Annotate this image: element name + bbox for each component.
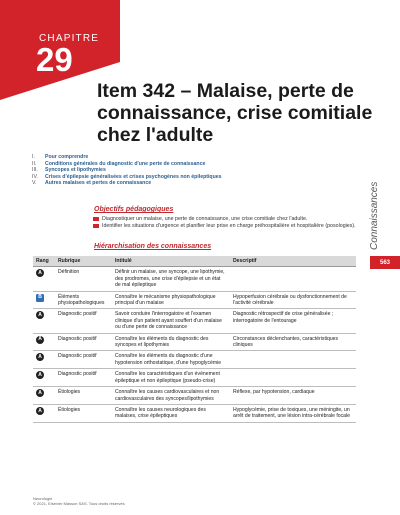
cell-rang xyxy=(33,404,55,422)
footer-book-title: Neurologie xyxy=(33,496,53,501)
cell-rubrique: Étiologies xyxy=(55,387,112,405)
outline-text: Conditions générales du diagnostic d'une perte de connaissance xyxy=(45,160,206,167)
chapter-number: 29 xyxy=(36,41,73,78)
chapter-label: CHAPITRE xyxy=(39,33,100,44)
page-title: Item 342 – Malaise, perte de connaissance, crise comitiale chez l'adulte xyxy=(97,80,373,146)
objectif-item xyxy=(93,216,361,223)
table-row xyxy=(33,351,356,369)
rang-b-icon: B xyxy=(36,294,44,302)
objectifs-list xyxy=(93,216,361,231)
header-intitule: Intitulé xyxy=(112,256,230,267)
rang-a-icon: A xyxy=(36,269,44,277)
cell-rubrique: Définition xyxy=(55,267,112,291)
cell-descriptif xyxy=(230,267,356,291)
cell-rang xyxy=(33,369,55,387)
objectif-text: Diagnostiquer un malaise, une perte de connaissance, une crise comitiale chez l'adulte. xyxy=(102,216,308,222)
cell-intitule: Connaître le mécanisme physiopathologique principal d'un malaise xyxy=(112,291,230,309)
table-row xyxy=(33,369,356,387)
page-number-tab: 563 xyxy=(370,256,400,269)
chapter-outline xyxy=(32,154,362,187)
table-row xyxy=(33,267,356,291)
header-descriptif: Descriptif xyxy=(230,256,356,267)
cell-descriptif: Diagnostic rétrospectif de crise généralisée ; interrogatoire de l'entourage xyxy=(230,309,356,333)
cell-rubrique: Diagnostic positif xyxy=(55,309,112,333)
cell-descriptif xyxy=(230,369,356,387)
hierarchisation-heading: Hiérarchisation des connaissances xyxy=(94,243,212,250)
cell-intitule: Connaître les caractéristiques d'un événement épileptique et non épileptique (pseudo-crise) xyxy=(112,369,230,387)
table-row xyxy=(33,387,356,405)
cell-rubrique: Diagnostic positif xyxy=(55,333,112,351)
outline-text: Crises d'épilepsie généralisées et crises psychogènes non épileptiques xyxy=(45,173,222,180)
header-rubrique: Rubrique xyxy=(55,256,112,267)
outline-text: Autres malaises et pertes de connaissance xyxy=(45,180,152,186)
cell-rang xyxy=(33,309,55,333)
outline-number: IV. xyxy=(32,173,38,180)
objectif-item xyxy=(93,223,361,230)
cell-intitule: Connaître les éléments du diagnostic d'une hypotension orthostatique, d'une hypoglycémie xyxy=(112,351,230,369)
section-sidebar-label: Connaissances xyxy=(369,181,380,250)
cell-rubrique: Étiologies xyxy=(55,404,112,422)
cell-rang xyxy=(33,267,55,291)
cell-rang xyxy=(33,333,55,351)
rang-a-icon: A xyxy=(36,389,44,397)
cell-intitule: Savoir conduire l'interrogatoire et l'examen clinique d'un patient ayant souffert d'un malaise ou d'une perte de connaissance xyxy=(112,309,230,333)
cell-descriptif xyxy=(230,351,356,369)
cell-descriptif: Réflexe, par hypotension, cardiaque xyxy=(230,387,356,405)
table-row xyxy=(33,333,356,351)
rang-a-icon: A xyxy=(36,336,44,344)
rang-a-icon: A xyxy=(36,353,44,361)
footer-copyright: © 2021, Elsevier Masson SAS. Tous droits réservés xyxy=(33,501,125,506)
table-header-row xyxy=(33,256,356,267)
table-row xyxy=(33,291,356,309)
cell-intitule: Définir un malaise, une syncope, une lipothymie, des prodromes, une crise d'épilepsie et un état de mal épileptique xyxy=(112,267,230,291)
objectifs-heading xyxy=(94,206,173,213)
outline-text: Pour comprendre xyxy=(45,154,89,160)
cell-intitule: Connaître les causes neurologiques des malaises, crise épileptiques xyxy=(112,404,230,422)
cell-rubrique: Éléments physiopathologiques xyxy=(55,291,112,309)
outline-text: Syncopes et lipothymies xyxy=(45,167,106,173)
cell-rang xyxy=(33,291,55,309)
outline-number: V. xyxy=(32,180,37,186)
table-row xyxy=(33,309,356,333)
cell-rang xyxy=(33,351,55,369)
objectif-text: Identifier les situations d'urgence et planifier leur prise en charge préhospitalière et hospitalière (posologies). xyxy=(102,223,356,230)
objectifs-heading-text: Objectifs pédagogiques xyxy=(94,206,174,213)
bullet-icon xyxy=(93,224,99,228)
outline-number: I. xyxy=(32,154,35,160)
hierarchisation-table xyxy=(33,256,356,423)
cell-descriptif: Circonstances déclenchantes, caractéristiques cliniques xyxy=(230,333,356,351)
rang-a-icon: A xyxy=(36,311,44,319)
cell-intitule: Connaître les éléments du diagnostic des syncopes et lipothymies xyxy=(112,333,230,351)
rang-a-icon: A xyxy=(36,407,44,415)
outline-item[interactable] xyxy=(32,180,362,187)
header-rang: Rang xyxy=(33,256,55,267)
cell-rubrique: Diagnostic positif xyxy=(55,351,112,369)
table-row xyxy=(33,404,356,422)
page-footer xyxy=(33,496,125,506)
outline-number: III. xyxy=(32,167,38,173)
cell-intitule: Connaître les causes cardiovasculaires et non cardiovasculaires des syncopes/lipothymies xyxy=(112,387,230,405)
rang-a-icon: A xyxy=(36,371,44,379)
cell-rang xyxy=(33,387,55,405)
cell-descriptif: Hypoperfusion cérébrale ou dysfonctionnement de l'activité cérébrale xyxy=(230,291,356,309)
outline-number: II. xyxy=(32,160,37,167)
bullet-icon xyxy=(93,217,99,221)
cell-descriptif: Hypoglycémie, prise de toxiques, une méningite, un arrêt de traitement, une lésion intra-cérébrale focale xyxy=(230,404,356,422)
cell-rubrique: Diagnostic positif xyxy=(55,369,112,387)
